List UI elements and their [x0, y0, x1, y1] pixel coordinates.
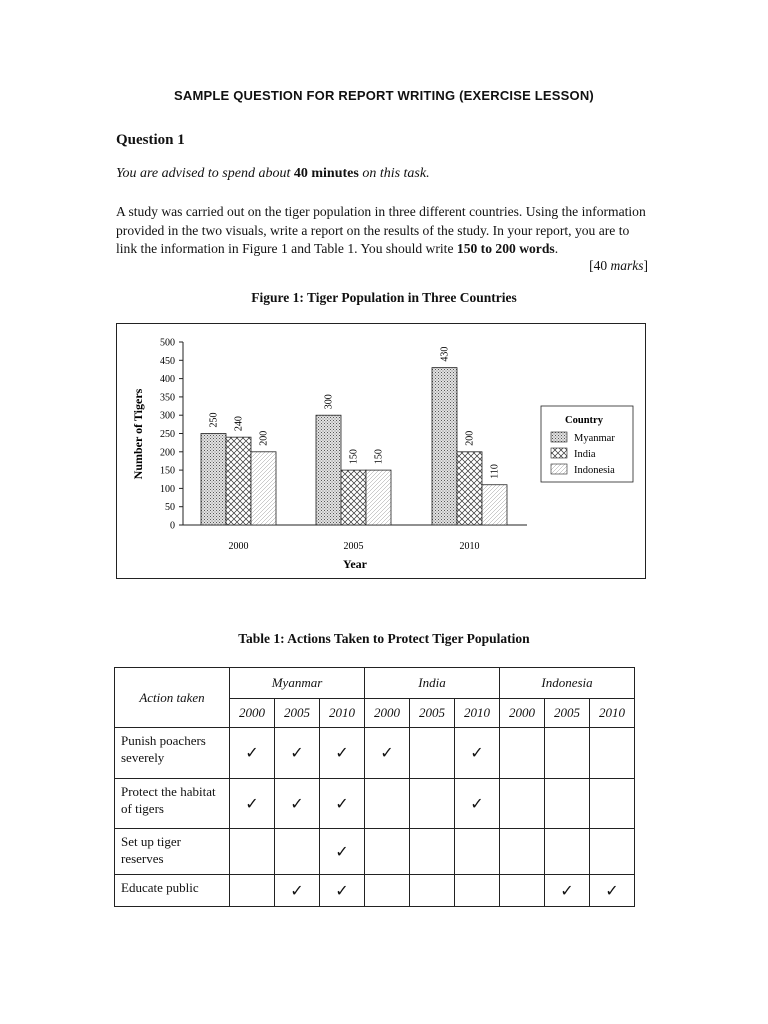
y-axis-label: Number of Tigers — [131, 388, 145, 480]
check-cell — [500, 829, 545, 875]
y-tick-label: 100 — [160, 483, 175, 495]
year-header: 2000 — [365, 699, 410, 728]
bar-indonesia — [251, 452, 276, 525]
legend-label: Myanmar — [574, 433, 615, 444]
word-count: 150 to 200 words — [456, 241, 555, 256]
check-mark: ✓ — [275, 728, 320, 779]
check-cell — [410, 779, 455, 829]
data-label: 200 — [464, 430, 476, 446]
bar-india — [341, 470, 366, 525]
legend-label: India — [574, 449, 596, 460]
advice-time: 40 minutes — [293, 166, 359, 181]
country-header-myanmar: Myanmar — [230, 668, 365, 699]
table-row — [115, 779, 635, 829]
check-cell — [275, 829, 320, 875]
marks-label — [589, 258, 648, 274]
y-tick-label: 450 — [160, 355, 175, 367]
check-cell — [365, 779, 410, 829]
check-cell — [365, 829, 410, 875]
chart-frame — [116, 323, 646, 579]
bar-myanmar — [316, 415, 341, 525]
data-label: 300 — [323, 394, 335, 410]
check-cell — [230, 875, 275, 907]
legend-label: Indonesia — [574, 465, 615, 476]
data-label: 250 — [208, 412, 220, 428]
check-mark: ✓ — [320, 829, 365, 875]
check-cell — [410, 875, 455, 907]
table-row — [115, 829, 635, 875]
check-mark: ✓ — [365, 728, 410, 779]
year-header: 2010 — [590, 699, 635, 728]
bar-india — [226, 437, 251, 525]
bar-indonesia — [366, 470, 391, 525]
data-label: 430 — [439, 346, 451, 362]
row-label: Set up tiger reserves — [115, 829, 230, 875]
data-label: 150 — [348, 449, 360, 465]
tiger-population-chart — [117, 324, 647, 580]
check-cell — [545, 728, 590, 779]
row-label: Punish poachers severely — [115, 728, 230, 779]
check-cell — [455, 829, 500, 875]
y-tick-label: 350 — [160, 392, 175, 404]
y-tick-label: 50 — [165, 502, 175, 514]
year-header: 2010 — [455, 699, 500, 728]
data-label: 110 — [489, 464, 501, 479]
check-mark: ✓ — [590, 875, 635, 907]
check-cell — [410, 728, 455, 779]
actions-table — [114, 667, 635, 907]
x-axis-label: Year — [343, 557, 367, 571]
bar-indonesia — [482, 485, 507, 525]
y-tick-label: 500 — [160, 337, 175, 349]
y-tick-label: 250 — [160, 429, 175, 440]
check-cell — [500, 728, 545, 779]
data-label: 150 — [373, 449, 385, 465]
check-mark: ✓ — [320, 875, 365, 907]
x-tick-label: 2005 — [343, 541, 364, 552]
bar-myanmar — [432, 368, 457, 525]
check-mark: ✓ — [275, 779, 320, 829]
marks-word: marks — [610, 258, 644, 273]
legend-swatch-indonesia — [551, 464, 567, 474]
check-cell — [545, 829, 590, 875]
check-cell — [545, 779, 590, 829]
y-tick-label: 0 — [170, 520, 175, 532]
check-cell — [455, 875, 500, 907]
check-cell — [365, 875, 410, 907]
country-header-indonesia: Indonesia — [500, 668, 635, 699]
x-tick-label: 2010 — [459, 541, 480, 552]
legend-title: Country — [565, 415, 603, 426]
table-row — [115, 728, 635, 779]
time-advice — [116, 166, 430, 182]
check-cell — [410, 829, 455, 875]
table-row — [115, 875, 635, 907]
check-mark: ✓ — [455, 779, 500, 829]
check-cell — [590, 829, 635, 875]
check-cell — [590, 728, 635, 779]
check-mark: ✓ — [230, 779, 275, 829]
task-instructions — [116, 203, 652, 259]
advice-suffix: on this task. — [362, 166, 430, 181]
y-tick-label: 300 — [160, 410, 175, 422]
question-heading: Question 1 — [116, 132, 185, 148]
check-mark: ✓ — [275, 875, 320, 907]
year-header: 2000 — [500, 699, 545, 728]
bar-india — [457, 452, 482, 525]
check-mark: ✓ — [230, 728, 275, 779]
check-mark: ✓ — [320, 728, 365, 779]
year-header: 2005 — [275, 699, 320, 728]
legend-swatch-india — [551, 448, 567, 458]
marks-close: ] — [643, 258, 648, 273]
advice-prefix: You are advised to spend about — [116, 166, 291, 181]
marks-open: [40 — [589, 258, 608, 273]
row-label: Protect the habitat of tigers — [115, 779, 230, 829]
legend-swatch-myanmar — [551, 432, 567, 442]
check-mark: ✓ — [545, 875, 590, 907]
figure-title: Figure 1: Tiger Population in Three Countries — [251, 290, 517, 305]
check-cell — [500, 875, 545, 907]
country-header-india: India — [365, 668, 500, 699]
y-tick-label: 200 — [160, 447, 175, 459]
row-label: Educate public — [115, 875, 230, 907]
action-taken-header: Action taken — [115, 668, 230, 728]
year-header: 2000 — [230, 699, 275, 728]
data-label: 240 — [233, 416, 245, 432]
data-label: 200 — [258, 430, 270, 446]
y-tick-label: 400 — [160, 374, 175, 386]
y-tick-label: 150 — [160, 465, 175, 477]
year-header: 2010 — [320, 699, 365, 728]
check-mark: ✓ — [455, 728, 500, 779]
instructions-text: A study was carried out on the tiger population in three different countries. Using the information provided in the two visuals, write a report on the results of the study. In your report, you are to link the information in Figure 1 and Table 1. You should write — [116, 204, 646, 256]
check-cell — [590, 779, 635, 829]
bar-myanmar — [201, 434, 226, 526]
instructions-end: . — [554, 241, 559, 256]
year-header: 2005 — [545, 699, 590, 728]
check-mark: ✓ — [320, 779, 365, 829]
check-cell — [230, 829, 275, 875]
check-cell — [500, 779, 545, 829]
page-title: SAMPLE QUESTION FOR REPORT WRITING (EXERCISE LESSON) — [174, 88, 594, 103]
year-header: 2005 — [410, 699, 455, 728]
table-title: Table 1: Actions Taken to Protect Tiger Population — [238, 631, 530, 646]
x-tick-label: 2000 — [228, 541, 249, 552]
